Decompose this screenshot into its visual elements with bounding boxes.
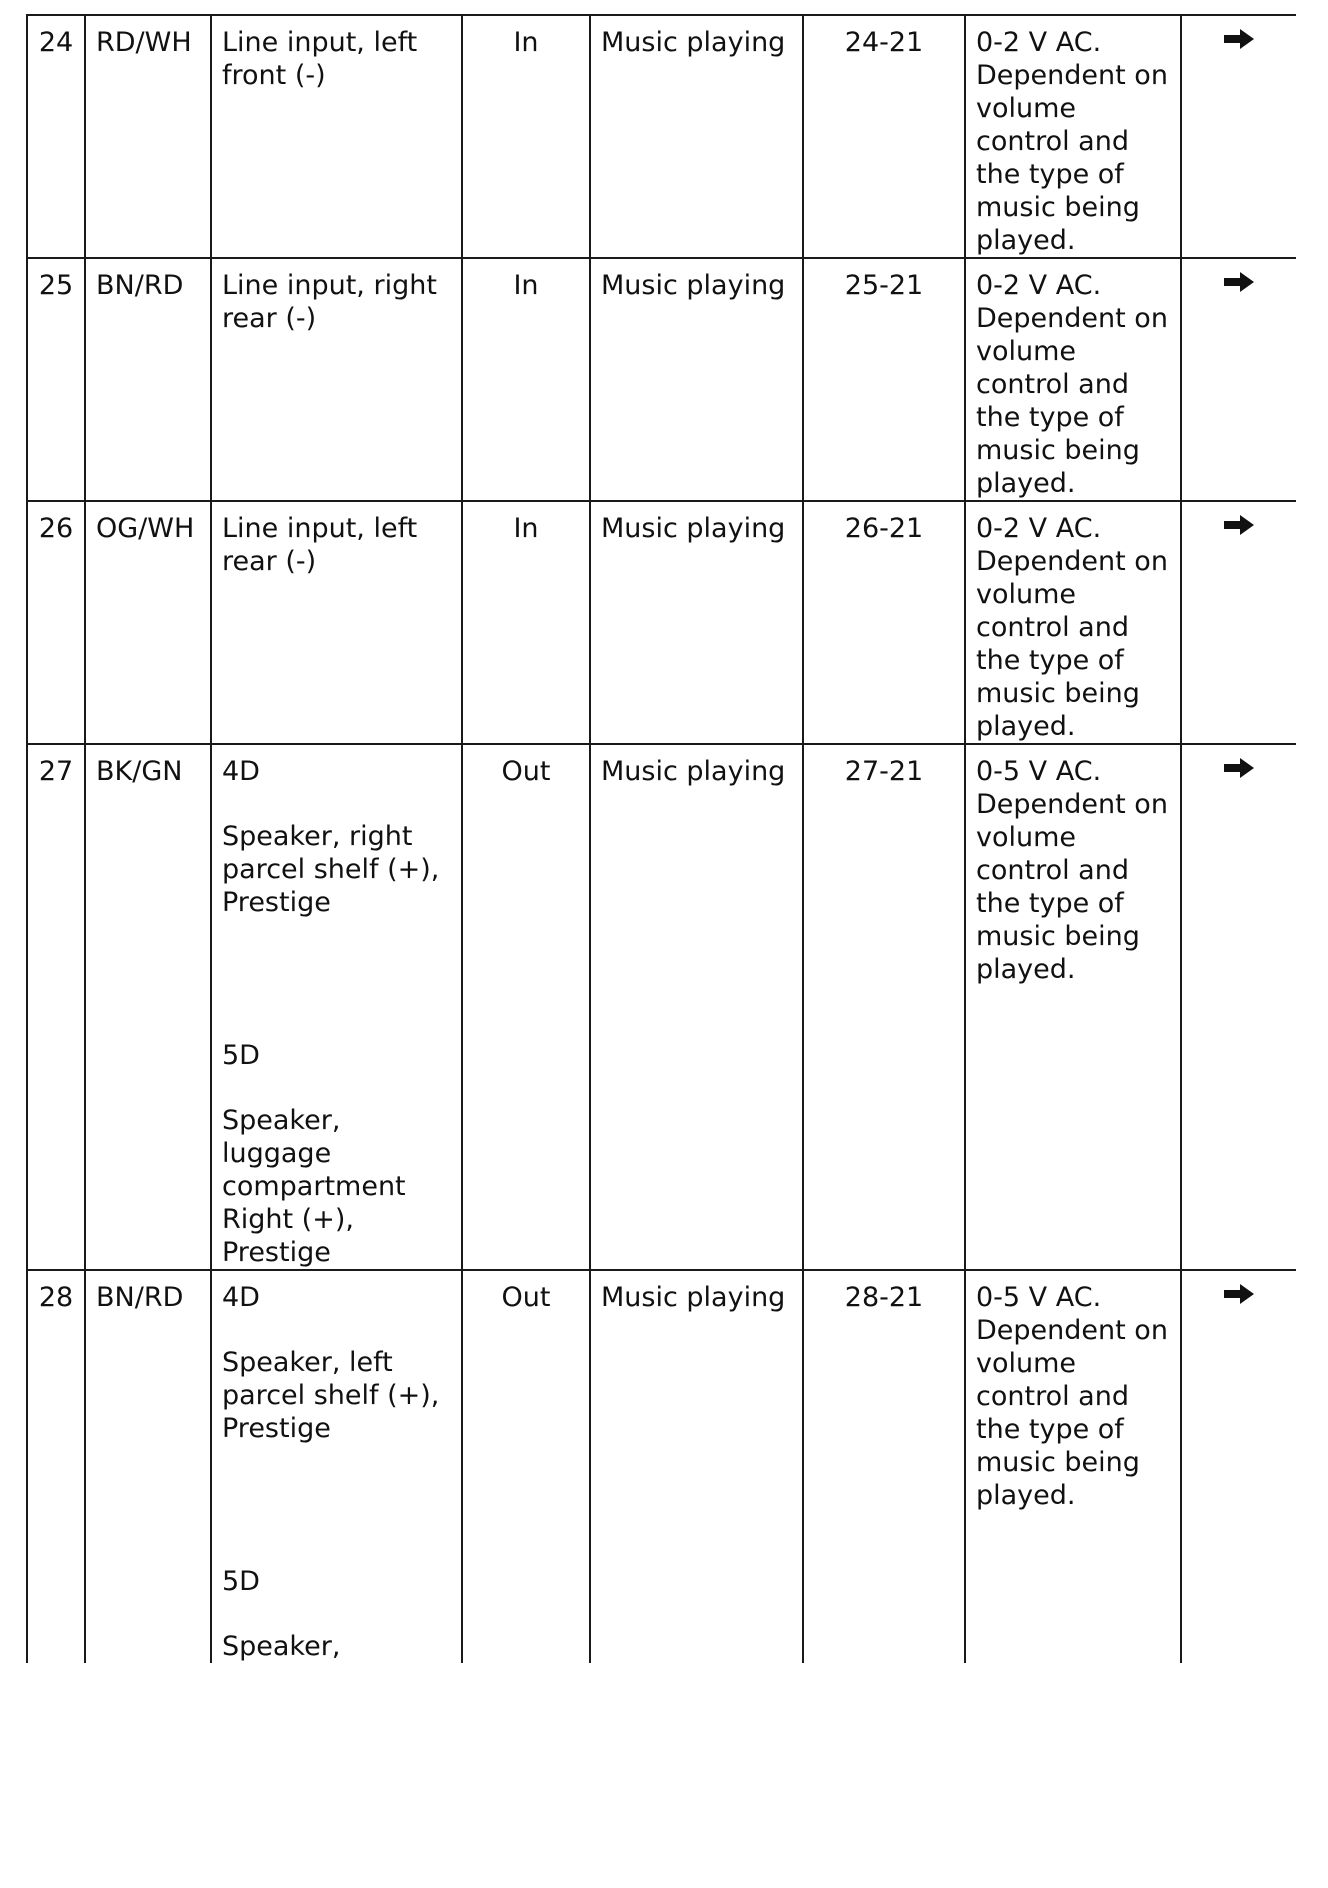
- pinout-table: [26, 14, 1296, 1663]
- wire-color-cell: [85, 15, 211, 258]
- pin-number-text: 26: [38, 513, 74, 544]
- pin-number-cell: [27, 1270, 85, 1663]
- value-cell: [965, 1270, 1181, 1663]
- pin-number-text: 27: [38, 756, 74, 787]
- wire-color-cell: [85, 501, 211, 744]
- value-cell: [965, 744, 1181, 1270]
- function-cell: [211, 15, 462, 258]
- reference-cell: [1181, 15, 1296, 258]
- pin-number-text: 24: [38, 27, 74, 58]
- wire-color-cell: [85, 1270, 211, 1663]
- function-text: Speaker, luggage compartment Right (+), Prestige: [222, 1105, 406, 1268]
- condition-cell: [590, 744, 803, 1270]
- measure-between-cell: [803, 744, 965, 1270]
- direction-cell: [462, 501, 590, 744]
- measure-between-text: 27-21: [844, 756, 924, 787]
- direction-text: In: [513, 513, 539, 544]
- direction-text: Out: [501, 756, 551, 787]
- function-text: Speaker, left parcel shelf (+), Prestige: [222, 1347, 440, 1444]
- measure-between-cell: [803, 1270, 965, 1663]
- function-cell: [211, 744, 462, 1270]
- function-text: Speaker,: [222, 1631, 341, 1662]
- pinout-document: [26, 14, 1296, 1888]
- pin-number-cell: [27, 15, 85, 258]
- measure-between-text: 28-21: [844, 1282, 924, 1313]
- wire-color-text: BK/GN: [96, 756, 183, 787]
- pin-number-text: 28: [38, 1282, 74, 1313]
- function-cell: [211, 1270, 462, 1663]
- table-row: [27, 744, 1296, 1270]
- reference-cell: [1181, 258, 1296, 501]
- measure-between-text: 25-21: [844, 270, 924, 301]
- direction-text: In: [513, 270, 539, 301]
- direction-cell: [462, 258, 590, 501]
- value-cell: [965, 258, 1181, 501]
- function-text: 5D: [222, 1566, 260, 1597]
- value-cell: [965, 15, 1181, 258]
- function-text: 4D: [222, 756, 260, 787]
- function-text: Line input, right rear (-): [222, 270, 437, 334]
- function-text: 5D: [222, 1040, 260, 1071]
- wire-color-text: OG/WH: [96, 513, 195, 544]
- wire-color-text: BN/RD: [96, 1282, 184, 1313]
- right-arrow-icon: [1222, 756, 1256, 780]
- measure-between-text: 24-21: [844, 27, 924, 58]
- value-cell: [965, 501, 1181, 744]
- pin-number-cell: [27, 744, 85, 1270]
- function-text: 4D: [222, 1282, 260, 1313]
- function-cell: [211, 501, 462, 744]
- condition-text: Music playing: [601, 756, 786, 787]
- wire-color-text: BN/RD: [96, 270, 184, 301]
- function-cell: [211, 258, 462, 501]
- reference-cell: [1181, 501, 1296, 744]
- table-row: [27, 501, 1296, 744]
- right-arrow-icon: [1222, 1282, 1256, 1306]
- reference-cell: [1181, 744, 1296, 1270]
- table-row: [27, 1270, 1296, 1663]
- value-text: 0-5 V AC. Dependent on volume control and the type of music being played.: [976, 1282, 1168, 1511]
- wire-color-cell: [85, 744, 211, 1270]
- condition-cell: [590, 501, 803, 744]
- condition-cell: [590, 15, 803, 258]
- right-arrow-icon: [1222, 270, 1256, 294]
- condition-cell: [590, 258, 803, 501]
- direction-cell: [462, 1270, 590, 1663]
- right-arrow-icon: [1222, 27, 1256, 51]
- right-arrow-icon: [1222, 513, 1256, 537]
- direction-text: Out: [501, 1282, 551, 1313]
- table-row: [27, 258, 1296, 501]
- function-text: Line input, left front (-): [222, 27, 418, 91]
- direction-cell: [462, 15, 590, 258]
- value-text: 0-2 V AC. Dependent on volume control and the type of music being played.: [976, 270, 1168, 499]
- wire-color-text: RD/WH: [96, 27, 192, 58]
- wire-color-cell: [85, 258, 211, 501]
- value-text: 0-2 V AC. Dependent on volume control and the type of music being played.: [976, 27, 1168, 256]
- direction-cell: [462, 744, 590, 1270]
- condition-text: Music playing: [601, 1282, 786, 1313]
- measure-between-cell: [803, 501, 965, 744]
- table-row: [27, 15, 1296, 258]
- table-body: [27, 15, 1296, 1663]
- condition-text: Music playing: [601, 27, 786, 58]
- measure-between-cell: [803, 15, 965, 258]
- function-text: Line input, left rear (-): [222, 513, 418, 577]
- measure-between-cell: [803, 258, 965, 501]
- pin-number-text: 25: [38, 270, 74, 301]
- pin-number-cell: [27, 501, 85, 744]
- measure-between-text: 26-21: [844, 513, 924, 544]
- direction-text: In: [513, 27, 539, 58]
- condition-cell: [590, 1270, 803, 1663]
- condition-text: Music playing: [601, 513, 786, 544]
- pin-number-cell: [27, 258, 85, 501]
- condition-text: Music playing: [601, 270, 786, 301]
- reference-cell: [1181, 1270, 1296, 1663]
- function-text: Speaker, right parcel shelf (+), Prestige: [222, 821, 440, 918]
- value-text: 0-5 V AC. Dependent on volume control and the type of music being played.: [976, 756, 1168, 985]
- value-text: 0-2 V AC. Dependent on volume control and the type of music being played.: [976, 513, 1168, 742]
